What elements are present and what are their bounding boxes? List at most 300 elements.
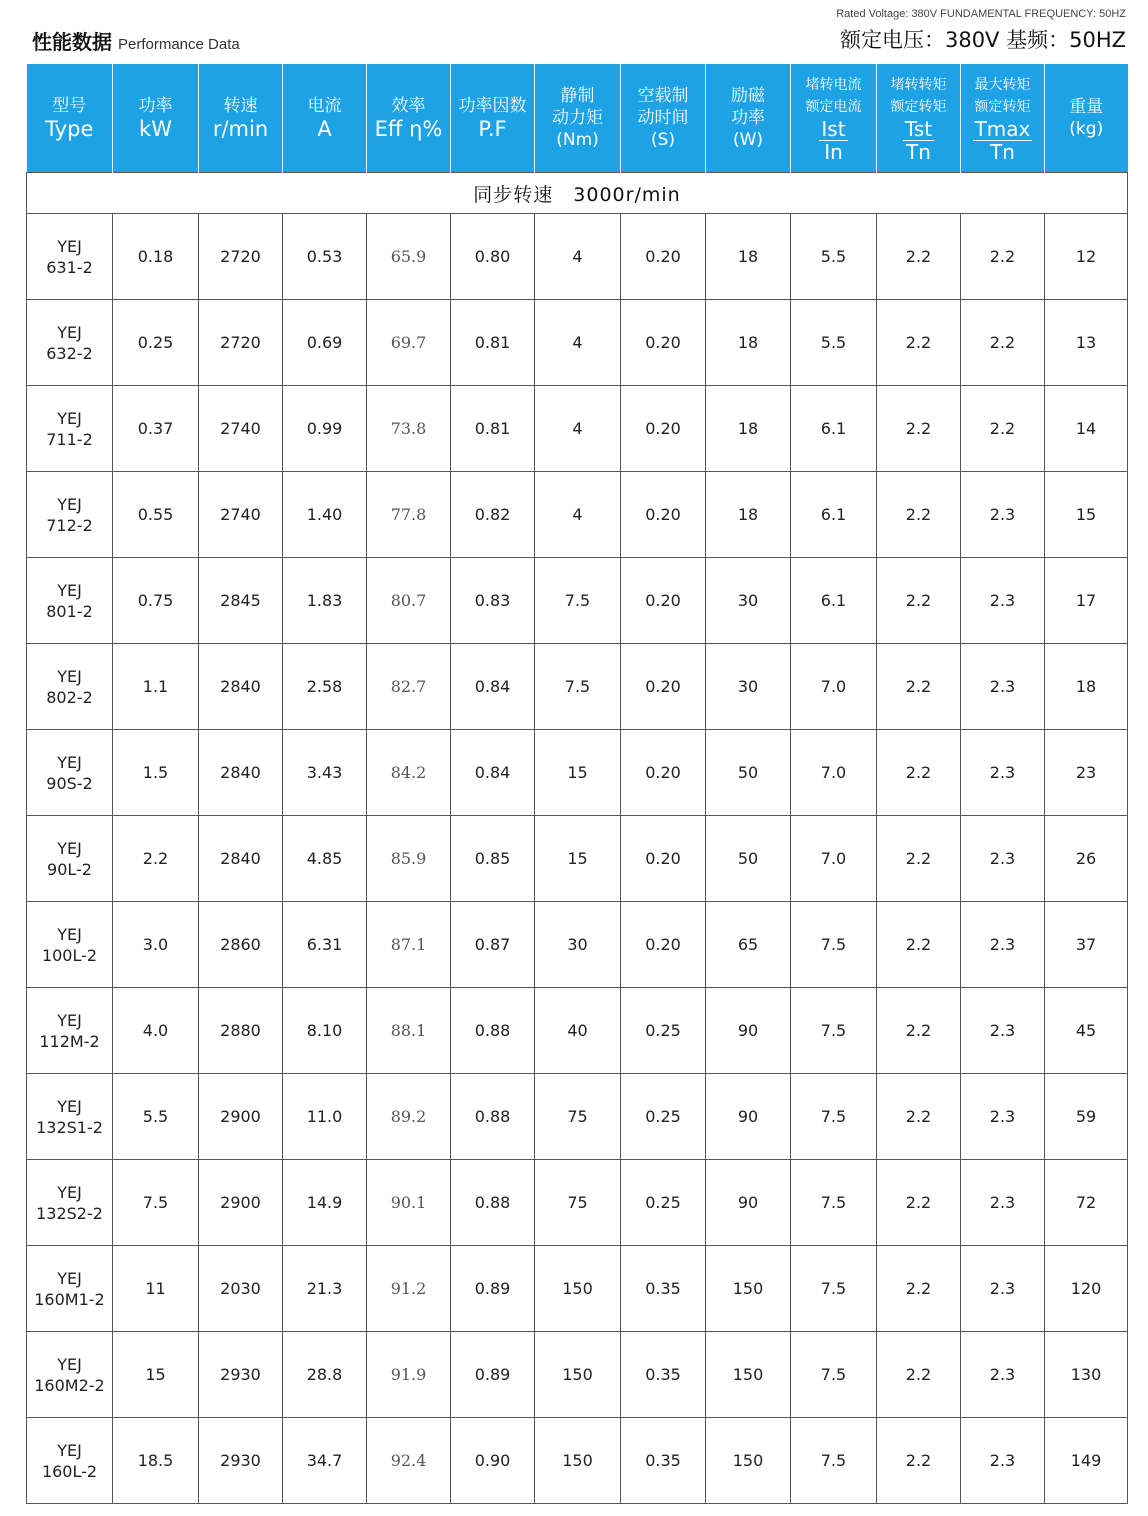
table-cell: 3.0 (113, 902, 199, 988)
table-cell: 4 (535, 214, 621, 300)
table-cell: 0.20 (621, 816, 706, 902)
column-header-line: (Nm) (556, 130, 599, 150)
type-line: 801-2 (46, 601, 93, 621)
type-line: YEJ (57, 1268, 82, 1288)
column-header (1045, 64, 1128, 173)
table-cell: 5.5 (113, 1074, 199, 1160)
table-cell: 87.1 (367, 902, 451, 988)
table-cell: 12 (1045, 214, 1128, 300)
fraction-denominator: Tn (906, 139, 931, 164)
table-cell: 1.40 (283, 472, 367, 558)
type-line: YEJ (57, 1010, 82, 1030)
table-cell: 2860 (199, 902, 283, 988)
table-cell: 2.3 (961, 558, 1045, 644)
table-cell: 0.84 (451, 730, 535, 816)
table-cell: 2840 (199, 816, 283, 902)
table-cell: 0.25 (621, 1160, 706, 1246)
type-cell (27, 386, 113, 472)
table-cell: 2.2 (877, 730, 961, 816)
table-row (27, 1246, 1128, 1332)
table-cell: 2.3 (961, 1246, 1045, 1332)
table-cell: 0.89 (451, 1246, 535, 1332)
table-cell: 6.1 (791, 472, 877, 558)
table-cell: 0.88 (451, 1074, 535, 1160)
column-header-line: Eff η% (374, 117, 443, 141)
table-cell: 6.1 (791, 558, 877, 644)
table-cell: 2.2 (877, 1160, 961, 1246)
table-cell: 7.5 (791, 902, 877, 988)
table-cell: 2930 (199, 1418, 283, 1504)
table-cell: 4 (535, 300, 621, 386)
type-line: YEJ (57, 924, 82, 944)
table-cell: 11 (113, 1246, 199, 1332)
table-cell: 2.2 (877, 1418, 961, 1504)
table-cell: 85.9 (367, 816, 451, 902)
column-header-line: Type (45, 117, 94, 141)
table-cell: 2.2 (961, 300, 1045, 386)
table-cell: 2.3 (961, 1160, 1045, 1246)
column-header-line: 静制 (560, 86, 595, 106)
column-header-line: A (317, 117, 332, 141)
table-row (27, 816, 1128, 902)
table-cell: 18.5 (113, 1418, 199, 1504)
table-row (27, 1074, 1128, 1160)
type-line: 712-2 (46, 515, 93, 535)
table-cell: 2030 (199, 1246, 283, 1332)
table-cell: 2.2 (877, 1332, 961, 1418)
table-cell: 17 (1045, 558, 1128, 644)
table-cell: 6.1 (791, 386, 877, 472)
column-header-line: 功率 (731, 108, 765, 128)
type-cell (27, 1160, 113, 1246)
column-header-line: 额定电流 (805, 98, 862, 115)
table-row (27, 1160, 1128, 1246)
column-header-line: 堵转转矩 (890, 76, 947, 93)
table-cell: 2.3 (961, 1074, 1045, 1160)
table-cell: 120 (1045, 1246, 1128, 1332)
column-header-line: 转速 (223, 96, 258, 116)
column-header-line: 动时间 (637, 108, 689, 128)
column-header-line: r/min (212, 117, 269, 141)
type-line: 711-2 (46, 429, 93, 449)
table-cell: 13 (1045, 300, 1128, 386)
table-cell: 0.20 (621, 730, 706, 816)
table-cell: 4 (535, 386, 621, 472)
table-cell: 2.2 (877, 988, 961, 1074)
table-cell: 2.2 (877, 386, 961, 472)
table-cell: 37 (1045, 902, 1128, 988)
table-cell: 84.2 (367, 730, 451, 816)
table-cell: 2.2 (877, 214, 961, 300)
table-cell: 34.7 (283, 1418, 367, 1504)
type-line: 112M-2 (39, 1031, 100, 1051)
table-cell: 88.1 (367, 988, 451, 1074)
table-cell: 150 (706, 1246, 791, 1332)
table-cell: 0.20 (621, 300, 706, 386)
fraction-numerator: Tmax (974, 116, 1031, 141)
table-cell: 2.2 (877, 1074, 961, 1160)
table-cell: 2.3 (961, 1418, 1045, 1504)
table-cell: 2.2 (877, 1246, 961, 1332)
table-cell: 82.7 (367, 644, 451, 730)
table-cell: 0.20 (621, 214, 706, 300)
table-cell: 0.85 (451, 816, 535, 902)
table-cell: 7.5 (791, 1074, 877, 1160)
table-cell: 2.2 (877, 902, 961, 988)
column-header (113, 64, 199, 173)
table-cell: 2.3 (961, 902, 1045, 988)
table-cell: 0.81 (451, 300, 535, 386)
type-line: 802-2 (46, 687, 93, 707)
table-cell: 4.85 (283, 816, 367, 902)
table-cell: 0.25 (113, 300, 199, 386)
table-cell: 0.37 (113, 386, 199, 472)
column-header (199, 64, 283, 173)
fraction-numerator: Tst (904, 116, 933, 141)
table-header-row (27, 64, 1128, 173)
column-header-line: 额定转矩 (890, 98, 947, 115)
table-cell: 1.1 (113, 644, 199, 730)
type-line: YEJ (57, 236, 82, 256)
type-cell (27, 644, 113, 730)
table-cell: 0.75 (113, 558, 199, 644)
type-line: 132S1-2 (36, 1117, 103, 1137)
table-row (27, 558, 1128, 644)
table-cell: 2.2 (877, 300, 961, 386)
type-line: 160L-2 (41, 1461, 98, 1481)
type-line: 90S-2 (46, 773, 93, 793)
table-cell: 75 (535, 1160, 621, 1246)
column-header (791, 64, 877, 173)
table-cell: 0.88 (451, 988, 535, 1074)
column-header (283, 64, 367, 173)
table-cell: 130 (1045, 1332, 1128, 1418)
table-cell: 0.25 (621, 1074, 706, 1160)
type-cell (27, 902, 113, 988)
type-line: YEJ (57, 752, 82, 772)
table-cell: 8.10 (283, 988, 367, 1074)
table-row (27, 1418, 1128, 1504)
type-line: YEJ (57, 1440, 82, 1460)
table-cell: 4 (535, 472, 621, 558)
table-cell: 7.5 (535, 558, 621, 644)
table-cell: 50 (706, 730, 791, 816)
table-cell: 2.3 (961, 816, 1045, 902)
column-header-line: 动力矩 (552, 108, 603, 128)
type-cell (27, 472, 113, 558)
table-cell: 4.0 (113, 988, 199, 1074)
table-cell: 2900 (199, 1160, 283, 1246)
table-cell: 2.3 (961, 472, 1045, 558)
column-header-line: (S) (650, 130, 676, 150)
type-line: 132S2-2 (36, 1203, 103, 1223)
table-cell: 65 (706, 902, 791, 988)
table-cell: 3.43 (283, 730, 367, 816)
table-cell: 30 (706, 558, 791, 644)
table-cell: 18 (706, 214, 791, 300)
column-header (451, 64, 535, 173)
table-cell: 73.8 (367, 386, 451, 472)
table-cell: 15 (113, 1332, 199, 1418)
table-cell: 0.35 (621, 1418, 706, 1504)
column-header (27, 64, 113, 173)
column-header-line: 效率 (391, 96, 426, 116)
table-cell: 2720 (199, 214, 283, 300)
table-cell: 69.7 (367, 300, 451, 386)
table-cell: 2880 (199, 988, 283, 1074)
column-header-line: P.F (478, 117, 507, 141)
table-cell: 18 (1045, 644, 1128, 730)
table-cell: 14 (1045, 386, 1128, 472)
table-cell: 28.8 (283, 1332, 367, 1418)
table-cell: 0.84 (451, 644, 535, 730)
table-cell: 0.81 (451, 386, 535, 472)
table-cell: 92.4 (367, 1418, 451, 1504)
table-cell: 91.2 (367, 1246, 451, 1332)
table-row (27, 386, 1128, 472)
rated-voltage-chinese: 额定电压：380V 基频：50HZ (839, 28, 1126, 52)
table-cell: 0.53 (283, 214, 367, 300)
fraction-denominator: Tn (990, 139, 1015, 164)
table-cell: 150 (706, 1332, 791, 1418)
column-header-line: kW (139, 117, 172, 141)
table-cell: 89.2 (367, 1074, 451, 1160)
title-english: Performance Data (118, 36, 240, 53)
type-cell (27, 558, 113, 644)
table-cell: 0.83 (451, 558, 535, 644)
table-cell: 2740 (199, 472, 283, 558)
table-cell: 14.9 (283, 1160, 367, 1246)
column-header-line: 功率 (138, 96, 173, 116)
type-cell (27, 214, 113, 300)
table-cell: 150 (535, 1418, 621, 1504)
table-cell: 18 (706, 386, 791, 472)
ratio-fraction (903, 118, 934, 163)
type-line: 100L-2 (41, 945, 98, 965)
title-chinese: 性能数据 (32, 30, 112, 54)
column-header-line: 功率因数 (458, 96, 527, 116)
column-header (961, 64, 1045, 173)
type-cell (27, 730, 113, 816)
column-header-line: 空载制 (637, 86, 689, 106)
table-cell: 7.0 (791, 644, 877, 730)
table-cell: 0.55 (113, 472, 199, 558)
table-cell: 0.80 (451, 214, 535, 300)
column-header-line: 励磁 (731, 86, 765, 106)
table-cell: 21.3 (283, 1246, 367, 1332)
table-cell: 2720 (199, 300, 283, 386)
table-cell: 2.3 (961, 1332, 1045, 1418)
table-cell: 7.5 (113, 1160, 199, 1246)
table-cell: 30 (535, 902, 621, 988)
rated-voltage-english: Rated Voltage: 380V FUNDAMENTAL FREQUENCY: 50HZ (836, 8, 1126, 20)
performance-table (26, 64, 1128, 1504)
table-cell: 90 (706, 1160, 791, 1246)
table-cell: 40 (535, 988, 621, 1074)
fraction-numerator: Ist (821, 116, 846, 141)
type-line: YEJ (57, 494, 82, 514)
table-cell: 0.20 (621, 558, 706, 644)
table-cell: 72 (1045, 1160, 1128, 1246)
table-cell: 0.35 (621, 1246, 706, 1332)
table-cell: 2.2 (877, 644, 961, 730)
type-cell (27, 988, 113, 1074)
table-cell: 15 (1045, 472, 1128, 558)
column-header (877, 64, 961, 173)
table-cell: 5.5 (791, 300, 877, 386)
column-header-line: 最大转矩 (974, 76, 1031, 93)
column-header-line: 重量 (1069, 97, 1104, 117)
table-cell: 150 (535, 1332, 621, 1418)
table-cell: 2.2 (961, 214, 1045, 300)
table-cell: 0.69 (283, 300, 367, 386)
table-cell: 2930 (199, 1332, 283, 1418)
table-cell: 90 (706, 988, 791, 1074)
table-cell: 26 (1045, 816, 1128, 902)
column-header (621, 64, 706, 173)
table-cell: 2.3 (961, 988, 1045, 1074)
table-cell: 149 (1045, 1418, 1128, 1504)
table-cell: 15 (535, 730, 621, 816)
table-cell: 2740 (199, 386, 283, 472)
table-cell: 15 (535, 816, 621, 902)
page-title (32, 26, 240, 55)
ratio-fraction (973, 118, 1033, 163)
table-row (27, 300, 1128, 386)
table-cell: 0.87 (451, 902, 535, 988)
table-row (27, 730, 1128, 816)
table-cell: 0.20 (621, 386, 706, 472)
type-line: YEJ (57, 322, 82, 342)
table-cell: 150 (535, 1246, 621, 1332)
type-line: YEJ (57, 1096, 82, 1116)
column-header-line: 额定转矩 (974, 98, 1031, 115)
table-cell: 30 (706, 644, 791, 730)
column-header (706, 64, 791, 173)
sync-speed-label: 同步转速 3000r/min (27, 173, 1128, 214)
fraction-denominator: In (824, 139, 843, 164)
table-cell: 0.18 (113, 214, 199, 300)
column-header (535, 64, 621, 173)
table-cell: 7.5 (791, 1160, 877, 1246)
table-cell: 45 (1045, 988, 1128, 1074)
type-line: YEJ (57, 666, 82, 686)
column-header-line: 堵转电流 (805, 76, 862, 93)
table-row (27, 902, 1128, 988)
type-line: YEJ (57, 1182, 82, 1202)
table-cell: 0.20 (621, 644, 706, 730)
table-cell: 90.1 (367, 1160, 451, 1246)
table-cell: 0.25 (621, 988, 706, 1074)
table-cell: 2.58 (283, 644, 367, 730)
type-cell (27, 816, 113, 902)
table-cell: 7.5 (535, 644, 621, 730)
table-cell: 0.88 (451, 1160, 535, 1246)
table-cell: 2845 (199, 558, 283, 644)
table-cell: 90 (706, 1074, 791, 1160)
table-cell: 6.31 (283, 902, 367, 988)
column-header-line: 电流 (307, 96, 342, 116)
table-cell: 80.7 (367, 558, 451, 644)
type-line: 631-2 (46, 257, 93, 277)
table-row (27, 988, 1128, 1074)
table-cell: 5.5 (791, 214, 877, 300)
column-header (367, 64, 451, 173)
table-cell: 2840 (199, 644, 283, 730)
table-row (27, 1332, 1128, 1418)
table-cell: 7.0 (791, 816, 877, 902)
type-cell (27, 1246, 113, 1332)
column-header-line: 型号 (52, 96, 87, 116)
table-cell: 91.9 (367, 1332, 451, 1418)
type-line: YEJ (57, 838, 82, 858)
table-cell: 7.5 (791, 988, 877, 1074)
table-row (27, 472, 1128, 558)
table-cell: 0.90 (451, 1418, 535, 1504)
table-cell: 2.2 (961, 386, 1045, 472)
type-line: YEJ (57, 408, 82, 428)
table-cell: 77.8 (367, 472, 451, 558)
type-line: YEJ (57, 580, 82, 600)
table-cell: 18 (706, 472, 791, 558)
type-cell (27, 1332, 113, 1418)
table-cell: 0.99 (283, 386, 367, 472)
table-cell: 1.5 (113, 730, 199, 816)
type-cell (27, 300, 113, 386)
ratio-fraction (819, 118, 847, 163)
table-cell: 150 (706, 1418, 791, 1504)
table-cell: 2.2 (113, 816, 199, 902)
type-line: 160M2-2 (34, 1375, 105, 1395)
table-cell: 75 (535, 1074, 621, 1160)
table-cell: 59 (1045, 1074, 1128, 1160)
type-cell (27, 1418, 113, 1504)
table-row (27, 214, 1128, 300)
sync-speed-row (27, 173, 1128, 214)
table-cell: 7.0 (791, 730, 877, 816)
table-cell: 0.20 (621, 472, 706, 558)
table-cell: 2.3 (961, 730, 1045, 816)
column-header-line: (kg) (1069, 119, 1104, 139)
table-cell: 7.5 (791, 1332, 877, 1418)
table-cell: 23 (1045, 730, 1128, 816)
type-line: YEJ (57, 1354, 82, 1374)
table-cell: 0.82 (451, 472, 535, 558)
table-row (27, 644, 1128, 730)
table-cell: 7.5 (791, 1246, 877, 1332)
table-cell: 2900 (199, 1074, 283, 1160)
table-cell: 2.2 (877, 472, 961, 558)
table-cell: 0.20 (621, 902, 706, 988)
table-cell: 2.2 (877, 558, 961, 644)
table-cell: 50 (706, 816, 791, 902)
table-cell: 11.0 (283, 1074, 367, 1160)
table-cell: 1.83 (283, 558, 367, 644)
column-header-line: (W) (732, 130, 764, 150)
type-line: 632-2 (46, 343, 93, 363)
table-cell: 2840 (199, 730, 283, 816)
table-cell: 0.89 (451, 1332, 535, 1418)
table-cell: 18 (706, 300, 791, 386)
type-cell (27, 1074, 113, 1160)
table-cell: 65.9 (367, 214, 451, 300)
table-cell: 0.35 (621, 1332, 706, 1418)
type-line: 90L-2 (47, 859, 92, 879)
type-line: 160M1-2 (34, 1289, 105, 1309)
table-cell: 2.3 (961, 644, 1045, 730)
table-cell: 7.5 (791, 1418, 877, 1504)
table-cell: 2.2 (877, 816, 961, 902)
